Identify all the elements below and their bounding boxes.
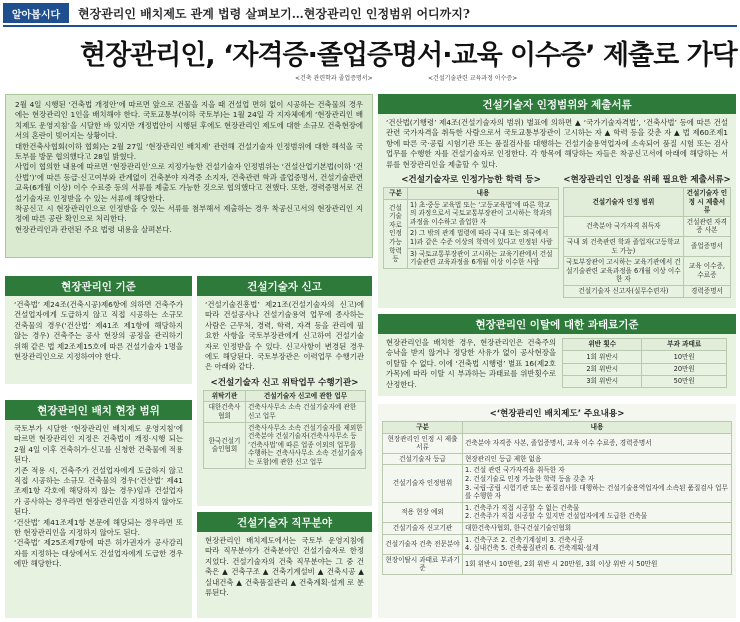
category-tag: 알아봅시다 bbox=[3, 3, 69, 23]
table-cell: 1. 건축주가 직접 시공할 수 없는 건축물 2. 건축주가 직접 시공할 수 있지만 건설업자에게 도급한 건축물 bbox=[463, 502, 732, 522]
summary-table bbox=[382, 421, 732, 575]
table-cell: 한국건설기술인협회 bbox=[204, 422, 246, 468]
summary-title: <‘현장관리인 배치제도’ 주요내용> bbox=[489, 409, 625, 419]
duty-paragraph-1: 국토부가 시달한 ‘현장관리인 배치제도 운영지침’에 따르면 현장관리인 지정은 건축법이 개정·시행 되는 2월 4일 이후 건축허가·신고를 신청한 건축물에 적용된다. bbox=[14, 424, 183, 465]
table-cell: 국토부장관이 고시하는 교육기관에서 건설기술관련 교육과정을 6개월 이상 이수한 자 bbox=[564, 257, 684, 286]
t1-col-1: 구분 bbox=[384, 188, 408, 200]
t2-col-1: 건설기술자 인정 범위 bbox=[564, 188, 684, 217]
duty-section bbox=[5, 400, 192, 618]
table-cell: 건축분야 국가자격 취득자 bbox=[564, 216, 684, 236]
lead-paragraph-3: 사업이 협의한 내용에 따르면 ‘현장관리인’으로 지정가능한 건설기술자 인정범위는 ‘건설산업기본법(이하 ‘건산법’)’에 따른 등급·신고여부와 관계없이 건축분야 자격증 소지자, 건축관련 학과 졸업증명서, 건설기술관련 교육(6개월 이상) 이수 수료증 등의 서류를 제출도 가능한 것으로 협의했다고 전했다. 또한, 경력증명서로 건설기술자로 인정받을 수 있는 서류에 해당한다. bbox=[15, 162, 363, 203]
table-cell: 1. 건축구조 2. 건축기계설비 3. 건축시공 4. 실내건축 5. 건축품질관리 6. 건축계획·설계 bbox=[463, 534, 732, 554]
standard-title: 현장관리인 기준 bbox=[5, 276, 192, 296]
duty-title: 현장관리인 배치 현장 범위 bbox=[5, 400, 192, 420]
penalty-section bbox=[378, 314, 736, 396]
scope-table2 bbox=[563, 187, 731, 298]
kicker-headline: 현장관리인 배치제도 관계 법령 살펴보기…현장관리인 인정범위 어디까지? bbox=[78, 7, 470, 21]
table-cell: 국내 외 건축관련 학과 졸업자(고등학교도 가능) bbox=[564, 237, 684, 257]
table-cell: 졸업증명서 bbox=[683, 237, 730, 257]
field-section bbox=[197, 512, 372, 618]
table-cell: 건설기술자로 인정가능 학력 등 bbox=[384, 199, 408, 268]
headline-sub-1: <건축 관련학과 졸업증명서> bbox=[295, 75, 373, 82]
table-cell: 적용 현장 예외 bbox=[383, 502, 463, 522]
penalty-title: 현장관리인 이탈에 대한 과태료기준 bbox=[378, 314, 736, 334]
duty-paragraph-4: ‘건축법’ 제25조제7항에 따른 허가권자가 공사감리자를 지정하는 대상에서도 건설업자에게 도급한 경우에만 해당한다. bbox=[14, 538, 183, 569]
header-divider bbox=[3, 25, 737, 27]
table-cell: 건축사사무소 소속 건설기술자를 제외한 건축분야 건설기술자(건축사사무소 등 ‘건축사법’에 따른 업종 이외의 업무를 수행하는 건축사사무소 소속 건설기술자는 포함)에 관한 신고 업무 bbox=[246, 422, 366, 468]
table-cell: 건축분야 자격증 사본, 졸업증명서, 교육 이수 수료증, 경력증명서 bbox=[463, 433, 732, 453]
lead-paragraph-1: 2월 4일 시행된 ‘건축법 개정안’에 따르면 앞으로 건물을 지을 때 건설업 면허 없이 시공하는 건축물의 경우에는 현장관리인 1인을 배치해야 한다. 국토교통부(이하 국토부)는 1월 24일 각 지자체에게 ‘현장관리인 배치제도 운영지침’을 시달한 바 있지만 개정법안이 시행된 후에도 현장관리인 제도에 대한 소규모 건축현장에서의 혼란이 빚어지는 상황이다. bbox=[15, 100, 363, 141]
lead-box bbox=[5, 94, 373, 258]
report-text: ‘건설기술진흥법’ 제21조(건설기술자의 신고)에 따라 건설공사나 건설기술용역 업무에 종사하는 사람은 근무처, 경력, 학력, 자격 등을 관리에 필요한 사항을 국토부장관에게 신고하여 건설기술자로 인정받을 수 있다. 신고사항이 변경된 경우에도 해당된다. 국토부장관은 이력업무 수행기관은 아래와 같다. bbox=[205, 300, 364, 372]
table-cell: 3) 국토교통부장관이 고시하는 교육기관에서 건설기술관련 교육과정을 6개월 이상 이수한 사람 bbox=[408, 248, 559, 268]
table-cell: 건설관련 자격증 사본 bbox=[683, 216, 730, 236]
field-text: 현장관리인 배치제도에서는 국토부 운영지침에 따라 직무분야가 건축분야인 건설기술자로 한정지었다. 건설기술자의 건축 직무분야는 그 중 건축은 ▲ 건축구조 ▲ 건축기계설비 ▲ 건축시공 ▲ 실내건축 ▲ 건축품질관리 ▲ 건축계획·설계 로 분류된다. bbox=[205, 536, 364, 598]
table-cell: 50만원 bbox=[642, 375, 727, 387]
duty-paragraph-3: ‘건산법’ 제41조제1항 본문에 해당되는 경우라면 또한 현장관리인을 지정하지 않아도 된다. bbox=[14, 517, 183, 538]
penalty-col-2: 부과 과태료 bbox=[642, 339, 727, 351]
report-table bbox=[203, 390, 366, 469]
table-cell: 현장이탈시 과태료 부과기준 bbox=[383, 554, 463, 574]
summary-col-2: 내용 bbox=[463, 422, 732, 434]
duty-paragraph-2: 기존 적용 시, 건축주가 건설업자에게 도급하지 않고 직접 시공하는 소규모 건축물의 경우(‘건산법’ 제41조제1항 각호에 해당하지 않는 경우)임과 건설업자가 공사하는 경우라면 현장관리인을 지정하지 않아도 된다. bbox=[14, 465, 183, 517]
table-cell: 대한건축사협회 bbox=[204, 402, 246, 422]
penalty-col-1: 위반 횟수 bbox=[563, 339, 642, 351]
lead-paragraph-2: 대한건축사협회(이하 협회)는 2월 27일 ‘현장관리인 배치제’ 관련해 건설기술자 인정범위에 대한 해석을 국토부를 방문 협의했다고 28일 밝혔다. bbox=[15, 141, 363, 162]
table-cell: 20만원 bbox=[642, 363, 727, 375]
penalty-table bbox=[562, 338, 727, 388]
table-cell: 1) 초·중등 교육법 또는 ‘고등교육법’에 따른 학교의 과정으로서 국토교통부장관이 고시하는 학과의 과정을 이수하고 졸업한 자 bbox=[408, 199, 559, 228]
report-col-1: 위탁기관 bbox=[204, 390, 246, 402]
table-cell: 현장관리인 인정 시 제출 서류 bbox=[383, 433, 463, 453]
table-cell: 건설기술자 건축 전문분야 bbox=[383, 534, 463, 554]
table-cell: 건설기술자 인정범위 bbox=[383, 465, 463, 502]
scope-table1 bbox=[383, 187, 559, 269]
summary-col-1: 구분 bbox=[383, 422, 463, 434]
table-cell: 건설기술자 신고자(실무수련자) bbox=[564, 285, 684, 297]
scope-text: ‘건산법(기행령’ 제4조(건설기술자의 범위) 별표에 의하면 ▲ ‘국가기술자격법’, ‘건축사법’ 등에 따른 건설 관련 국가자격을 취득한 사람으로서 국토교통부장관이 고시하는 자 ▲ 학력 등을 갖춘 자 ▲ 법 제60조제1항에 따른 국·공립 시험기관 또는 품질검사를 대행하는 건설기술용역업자에 소속되어 품질 시험 또는 검사 업무를 수행한 자를 건설기술자로 인정한다. 각 항목에 해당하는 자들은 착공신고서에 아래에 해당하는 서류를 현장관리인을 제출할 수 있다. bbox=[386, 118, 728, 169]
scope-table1-title: <건설기술자로 인정가능한 학력 등> bbox=[401, 175, 541, 186]
headline-sub-2: <건설기술관련 교육과정 이수증> bbox=[428, 75, 518, 82]
standard-text: ‘건축법’ 제24조(건축시공)제6항에 의하면 건축주가 건설업자에게 도급하지 않고 직접 시공하는 소규모 건축물의 경우(‘건산법’ 제41조 제1항에 해당하지 않는 경우) 건축주는 공사 현장의 공정을 관리하기 위해 같은 법 제2조제15호에 따른 건설기술자 1명을 현장관리인으로 지정하여야 한다. bbox=[14, 300, 183, 362]
summary-section bbox=[378, 404, 736, 618]
lead-paragraph-5: 현장관리인과 관련된 주요 법령 내용을 살펴본다. bbox=[15, 224, 172, 234]
table-cell: 1회 위반시 bbox=[563, 351, 642, 363]
table-cell: 건설기술자 등급 bbox=[383, 453, 463, 465]
scope-title: 건설기술자 인정범위와 제출서류 bbox=[378, 94, 736, 114]
scope-table2-title: <현장관리인 인정을 위해 필요한 제출서류> bbox=[563, 175, 731, 186]
table-cell: 건설기술자 신고기관 bbox=[383, 522, 463, 534]
lead-paragraph-4: 착공신고 시 현장관리인으로 인정받을 수 있는 서류를 첨부해서 제출하는 경우 착공신고서의 현장관리인 지정에 따른 공란 확인으로 처리한다. bbox=[15, 204, 363, 224]
standard-section bbox=[5, 276, 192, 384]
table-cell: 2) 그 밖의 관계 법령에 따라 국내 또는 외국에서 1)과 같은 수준 이상의 학력이 있다고 인정된 사람 bbox=[408, 228, 559, 248]
table-cell: 3회 위반시 bbox=[563, 375, 642, 387]
table-cell: 건축사사무소 소속 건설기술자에 관한 신고 업무 bbox=[246, 402, 366, 422]
scope-section bbox=[378, 94, 736, 308]
table-cell: 현장관리인 등급 제한 없음 bbox=[463, 453, 732, 465]
table-cell: 교육 이수증, 수료증 bbox=[683, 257, 730, 286]
t2-col-2: 건설기술자 인정 시 제출서류 bbox=[683, 188, 730, 217]
table-cell: 대한건축사협회, 한국건설기술인협회 bbox=[463, 522, 732, 534]
table-cell: 1. 건설 관련 국가자격을 취득한 자 2. 건설기술로 인정 가능한 학력 등을 갖춘 자 3. 국립·공립 시험기관 또는 품질검사를 대행하는 건설기술용역업자에 소속된 품질검사 업무를 수행한 자 bbox=[463, 465, 732, 502]
table-cell: 경력증명서 bbox=[683, 285, 730, 297]
table-cell: 1회 위반시 10만원, 2회 위반 시 20만원, 3회 이상 위반 시 50만원 bbox=[463, 554, 732, 574]
report-title: 건설기술자 신고 bbox=[197, 276, 372, 296]
penalty-text: 현장관리인을 배치한 경우, 현장관리인은 건축주의 승낙을 받지 않거나 정당한 사유가 없이 공사현장을 이탈할 수 없다. 이에 ‘건축법 시행령’ 별표 16(제2호가목)에 따라 이탈 시 부과하는 과태료를 위반횟수로 산정한다. bbox=[386, 338, 556, 389]
table-cell: 2회 위반시 bbox=[563, 363, 642, 375]
field-title: 건설기술자 직무분야 bbox=[197, 512, 372, 532]
t1-col-2: 내용 bbox=[408, 188, 559, 200]
table-cell: 10만원 bbox=[642, 351, 727, 363]
report-col-2: 건설기술자 신고에 관한 업무 bbox=[246, 390, 366, 402]
main-headline: 현장관리인, ‘자격증·졸업증명서·교육 이수증’ 제출로 가닥 bbox=[80, 40, 737, 71]
report-section bbox=[197, 276, 372, 506]
report-table-title: <건설기술자 신고 위탁업무 수행기관> bbox=[210, 377, 359, 388]
